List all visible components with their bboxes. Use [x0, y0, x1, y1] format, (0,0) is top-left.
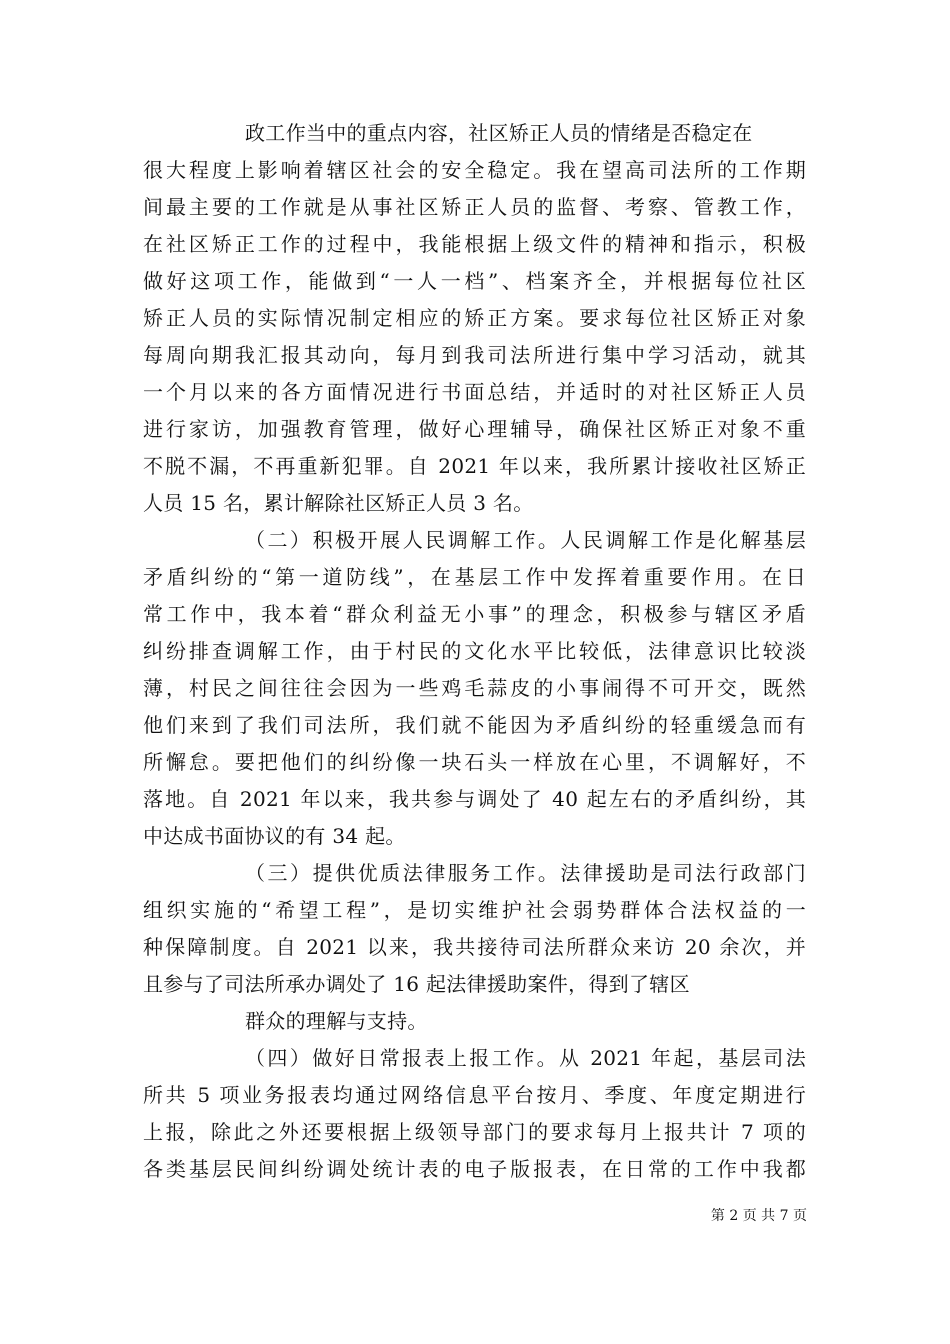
text-line: 中达成书面协议的有 34 起。 — [143, 824, 406, 848]
text-line: 组织实施的“希望工程”，是切实维护社会弱势群体合法权益的一 — [143, 898, 806, 922]
text-line: 落地。自 2021 年以来，我共参与调处了 40 起左右的矛盾纠纷，其 — [143, 787, 806, 811]
text-line: 所懈怠。要把他们的纠纷像一块石头一样放在心里，不调解好，不 — [143, 750, 806, 774]
text-line: 各类基层民间纠纷调处统计表的电子版报表，在日常的工作中我都 — [143, 1157, 806, 1181]
page-number-footer: 第 2 页 共 7 页 — [710, 1208, 807, 1224]
text-line: 每周向期我汇报其动向，每月到我司法所进行集中学习活动，就其 — [143, 343, 806, 367]
text-line: 不脱不漏，不再重新犯罪。自 2021 年以来，我所累计接收社区矫正 — [143, 454, 806, 478]
section-heading-line: （二）积极开展人民调解工作。人民调解工作是化解基层 — [245, 528, 806, 552]
text-line: 矫正人员的实际情况制定相应的矫正方案。要求每位社区矫正对象 — [143, 306, 806, 330]
text-line: 薄，村民之间往往会因为一些鸡毛蒜皮的小事闹得不可开交，既然 — [143, 676, 806, 700]
text-line: 很大程度上影响着辖区社会的安全稳定。我在望高司法所的工作期 — [143, 158, 806, 182]
text-line: 间最主要的工作就是从事社区矫正人员的监督、考察、管教工作， — [143, 195, 806, 219]
text-line: 在社区矫正工作的过程中，我能根据上级文件的精神和指示，积极 — [143, 232, 806, 256]
text-line: 且参与了司法所承办调处了 16 起法律援助案件，得到了辖区 — [143, 972, 690, 996]
text-line: 上报，除此之外还要根据上级领导部门的要求每月上报共计 7 项的 — [143, 1120, 806, 1144]
text-line: 一个月以来的各方面情况进行书面总结，并适时的对社区矫正人员 — [143, 380, 806, 404]
section-heading-line: （四）做好日常报表上报工作。从 2021 年起，基层司法 — [245, 1046, 806, 1070]
text-line: 所共 5 项业务报表均通过网络信息平台按月、季度、年度定期进行 — [143, 1083, 806, 1107]
text-line: 矛盾纠纷的“第一道防线”，在基层工作中发挥着重要作用。在日 — [143, 565, 806, 589]
text-line: 人员 15 名，累计解除社区矫正人员 3 名。 — [143, 491, 534, 515]
text-line: 种保障制度。自 2021 以来，我共接待司法所群众来访 20 余次，并 — [143, 935, 806, 959]
text-line: 进行家访，加强教育管理，做好心理辅导，确保社区矫正对象不重 — [143, 417, 806, 441]
text-line: 纠纷排查调解工作，由于村民的文化水平比较低，法律意识比较淡 — [143, 639, 806, 663]
text-line: 常工作中，我本着“群众利益无小事”的理念，积极参与辖区矛盾 — [143, 602, 806, 626]
text-line: 他们来到了我们司法所，我们就不能因为矛盾纠纷的轻重缓急而有 — [143, 713, 806, 737]
text-line: 群众的理解与支持。 — [245, 1009, 428, 1033]
section-heading-line: （三）提供优质法律服务工作。法律援助是司法行政部门 — [245, 861, 806, 885]
text-line: 做好这项工作，能做到“一人一档”、档案齐全，并根据每位社区 — [143, 269, 806, 293]
text-line: 政工作当中的重点内容，社区矫正人员的情绪是否稳定在 — [245, 121, 753, 145]
